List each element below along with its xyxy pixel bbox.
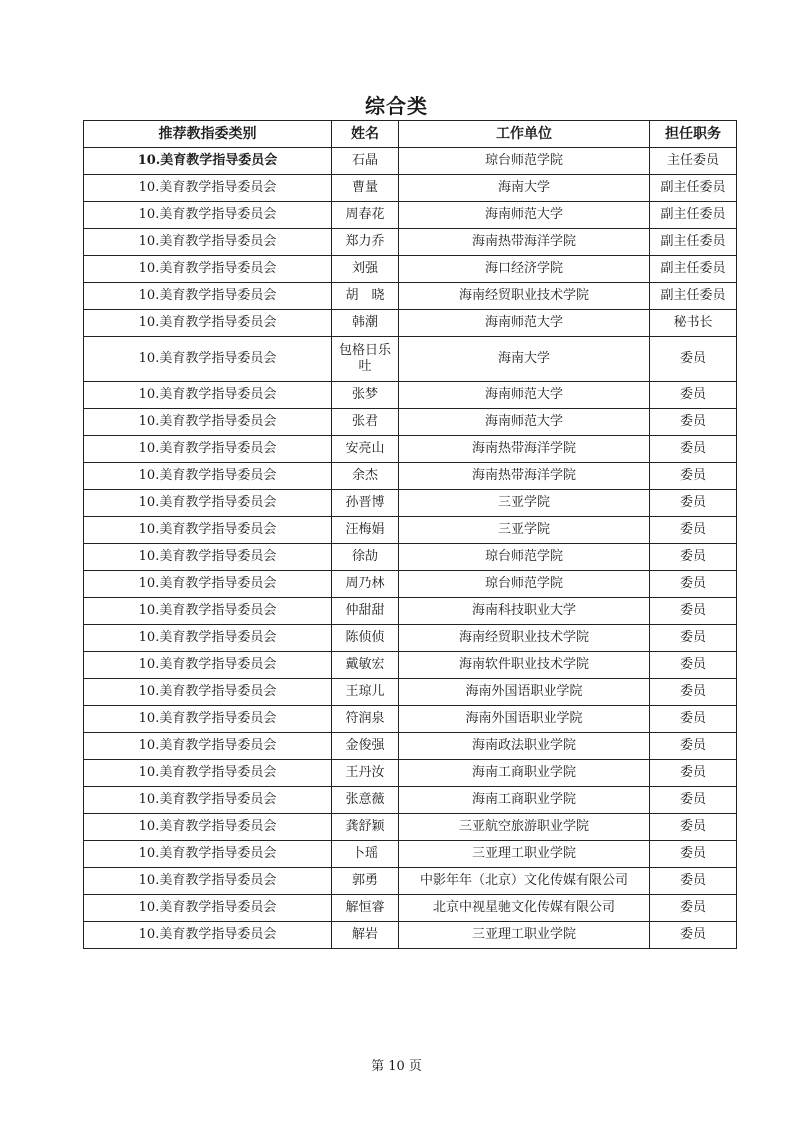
cell-unit: 三亚理工职业学院 bbox=[399, 841, 650, 868]
cell-name: 安亮山 bbox=[332, 436, 399, 463]
cell-unit: 琼台师范学院 bbox=[399, 148, 650, 175]
cell-category: 10.美育教学指导委员会 bbox=[84, 310, 332, 337]
cell-name: 张意薇 bbox=[332, 787, 399, 814]
committee-roster-table bbox=[83, 120, 737, 949]
cell-name: 郭勇 bbox=[332, 868, 399, 895]
cell-unit: 海南外国语职业学院 bbox=[399, 679, 650, 706]
cell-name: 曹量 bbox=[332, 175, 399, 202]
cell-unit: 北京中视星驰文化传媒有限公司 bbox=[399, 895, 650, 922]
cell-category: 10.美育教学指导委员会 bbox=[84, 787, 332, 814]
cell-category: 10.美育教学指导委员会 bbox=[84, 922, 332, 949]
cell-name: 王丹汝 bbox=[332, 760, 399, 787]
cell-name: 解岩 bbox=[332, 922, 399, 949]
table-row bbox=[84, 868, 737, 895]
cell-unit: 三亚学院 bbox=[399, 517, 650, 544]
cell-category: 10.美育教学指导委员会 bbox=[84, 733, 332, 760]
cell-name: 龚舒颖 bbox=[332, 814, 399, 841]
cell-role: 委员 bbox=[650, 490, 737, 517]
table-row bbox=[84, 571, 737, 598]
table-row bbox=[84, 409, 737, 436]
cell-role: 委员 bbox=[650, 517, 737, 544]
cell-unit: 海南师范大学 bbox=[399, 382, 650, 409]
cell-category: 10.美育教学指导委员会 bbox=[84, 868, 332, 895]
cell-unit: 琼台师范学院 bbox=[399, 571, 650, 598]
table-row bbox=[84, 895, 737, 922]
cell-name: 金俊强 bbox=[332, 733, 399, 760]
table-row bbox=[84, 436, 737, 463]
cell-unit: 海南经贸职业技术学院 bbox=[399, 283, 650, 310]
cell-category: 10.美育教学指导委员会 bbox=[84, 841, 332, 868]
cell-unit: 海南软件职业技术学院 bbox=[399, 652, 650, 679]
cell-unit: 三亚学院 bbox=[399, 490, 650, 517]
cell-name: 王琼儿 bbox=[332, 679, 399, 706]
table-row bbox=[84, 841, 737, 868]
cell-name: 卜瑶 bbox=[332, 841, 399, 868]
cell-unit: 海南热带海洋学院 bbox=[399, 463, 650, 490]
cell-role: 委员 bbox=[650, 652, 737, 679]
cell-category: 10.美育教学指导委员会 bbox=[84, 382, 332, 409]
cell-role: 委员 bbox=[650, 463, 737, 490]
table-row bbox=[84, 463, 737, 490]
cell-name: 郑力乔 bbox=[332, 229, 399, 256]
cell-category: 10.美育教学指导委员会 bbox=[84, 175, 332, 202]
cell-name: 戴敏宏 bbox=[332, 652, 399, 679]
table-row bbox=[84, 148, 737, 175]
cell-category: 10.美育教学指导委员会 bbox=[84, 598, 332, 625]
cell-unit: 海口经济学院 bbox=[399, 256, 650, 283]
cell-name: 汪梅娟 bbox=[332, 517, 399, 544]
cell-role: 委员 bbox=[650, 787, 737, 814]
cell-role: 委员 bbox=[650, 760, 737, 787]
table-row bbox=[84, 598, 737, 625]
cell-name: 周乃林 bbox=[332, 571, 399, 598]
cell-role: 委员 bbox=[650, 922, 737, 949]
cell-category: 10.美育教学指导委员会 bbox=[84, 652, 332, 679]
table-body bbox=[84, 148, 737, 949]
cell-name: 刘强 bbox=[332, 256, 399, 283]
cell-category: 10.美育教学指导委员会 bbox=[84, 814, 332, 841]
table-row bbox=[84, 787, 737, 814]
cell-name: 陈侦侦 bbox=[332, 625, 399, 652]
cell-name: 韩潮 bbox=[332, 310, 399, 337]
table-row bbox=[84, 490, 737, 517]
cell-category: 10.美育教学指导委员会 bbox=[84, 436, 332, 463]
cell-unit: 海南政法职业学院 bbox=[399, 733, 650, 760]
cell-name: 仲甜甜 bbox=[332, 598, 399, 625]
cell-category: 10.美育教学指导委员会 bbox=[84, 517, 332, 544]
cell-role: 副主任委员 bbox=[650, 175, 737, 202]
cell-unit: 琼台师范学院 bbox=[399, 544, 650, 571]
table-row bbox=[84, 517, 737, 544]
cell-category: 10.美育教学指导委员会 bbox=[84, 148, 332, 175]
header-category: 推荐教指委类别 bbox=[84, 121, 332, 148]
cell-role: 主任委员 bbox=[650, 148, 737, 175]
cell-name: 包格日乐吐 bbox=[332, 337, 399, 382]
cell-unit: 海南科技职业大学 bbox=[399, 598, 650, 625]
header-unit: 工作单位 bbox=[399, 121, 650, 148]
cell-unit: 海南经贸职业技术学院 bbox=[399, 625, 650, 652]
cell-role: 副主任委员 bbox=[650, 202, 737, 229]
cell-category: 10.美育教学指导委员会 bbox=[84, 895, 332, 922]
cell-role: 委员 bbox=[650, 409, 737, 436]
cell-name: 徐劼 bbox=[332, 544, 399, 571]
cell-unit: 海南大学 bbox=[399, 175, 650, 202]
table-row bbox=[84, 256, 737, 283]
cell-name: 石晶 bbox=[332, 148, 399, 175]
table-row bbox=[84, 229, 737, 256]
cell-category: 10.美育教学指导委员会 bbox=[84, 625, 332, 652]
cell-role: 委员 bbox=[650, 436, 737, 463]
table-row bbox=[84, 544, 737, 571]
cell-unit: 海南师范大学 bbox=[399, 310, 650, 337]
table-row bbox=[84, 760, 737, 787]
table-row bbox=[84, 706, 737, 733]
cell-role: 委员 bbox=[650, 895, 737, 922]
cell-category: 10.美育教学指导委员会 bbox=[84, 409, 332, 436]
cell-unit: 三亚理工职业学院 bbox=[399, 922, 650, 949]
cell-role: 委员 bbox=[650, 868, 737, 895]
cell-role: 委员 bbox=[650, 841, 737, 868]
cell-role: 委员 bbox=[650, 733, 737, 760]
table-row bbox=[84, 814, 737, 841]
cell-role: 委员 bbox=[650, 625, 737, 652]
cell-unit: 海南工商职业学院 bbox=[399, 760, 650, 787]
cell-role: 委员 bbox=[650, 337, 737, 382]
cell-role: 委员 bbox=[650, 544, 737, 571]
cell-category: 10.美育教学指导委员会 bbox=[84, 202, 332, 229]
cell-category: 10.美育教学指导委员会 bbox=[84, 544, 332, 571]
cell-role: 副主任委员 bbox=[650, 283, 737, 310]
table-row bbox=[84, 625, 737, 652]
cell-category: 10.美育教学指导委员会 bbox=[84, 337, 332, 382]
cell-unit: 中影年年（北京）文化传媒有限公司 bbox=[399, 868, 650, 895]
cell-unit: 三亚航空旅游职业学院 bbox=[399, 814, 650, 841]
cell-category: 10.美育教学指导委员会 bbox=[84, 229, 332, 256]
cell-name: 余杰 bbox=[332, 463, 399, 490]
table-row bbox=[84, 202, 737, 229]
cell-unit: 海南热带海洋学院 bbox=[399, 229, 650, 256]
table-row bbox=[84, 679, 737, 706]
cell-category: 10.美育教学指导委员会 bbox=[84, 256, 332, 283]
table-header-row bbox=[84, 121, 737, 148]
cell-unit: 海南师范大学 bbox=[399, 202, 650, 229]
cell-role: 委员 bbox=[650, 706, 737, 733]
cell-name: 符润泉 bbox=[332, 706, 399, 733]
table-row bbox=[84, 337, 737, 382]
cell-unit: 海南热带海洋学院 bbox=[399, 436, 650, 463]
cell-role: 委员 bbox=[650, 382, 737, 409]
table-row bbox=[84, 733, 737, 760]
cell-category: 10.美育教学指导委员会 bbox=[84, 490, 332, 517]
cell-name: 张梦 bbox=[332, 382, 399, 409]
cell-unit: 海南师范大学 bbox=[399, 409, 650, 436]
table-row bbox=[84, 922, 737, 949]
cell-role: 委员 bbox=[650, 598, 737, 625]
cell-unit: 海南大学 bbox=[399, 337, 650, 382]
cell-category: 10.美育教学指导委员会 bbox=[84, 706, 332, 733]
cell-name: 胡 晓 bbox=[332, 283, 399, 310]
cell-category: 10.美育教学指导委员会 bbox=[84, 283, 332, 310]
cell-category: 10.美育教学指导委员会 bbox=[84, 571, 332, 598]
page-number: 第 10 页 bbox=[371, 1059, 422, 1074]
cell-name: 张君 bbox=[332, 409, 399, 436]
cell-unit: 海南工商职业学院 bbox=[399, 787, 650, 814]
cell-role: 委员 bbox=[650, 814, 737, 841]
cell-category: 10.美育教学指导委员会 bbox=[84, 760, 332, 787]
cell-role: 委员 bbox=[650, 571, 737, 598]
table-row bbox=[84, 283, 737, 310]
cell-category: 10.美育教学指导委员会 bbox=[84, 463, 332, 490]
table-row bbox=[84, 382, 737, 409]
header-name: 姓名 bbox=[332, 121, 399, 148]
cell-role: 副主任委员 bbox=[650, 256, 737, 283]
cell-unit: 海南外国语职业学院 bbox=[399, 706, 650, 733]
cell-category: 10.美育教学指导委员会 bbox=[84, 679, 332, 706]
table-row bbox=[84, 175, 737, 202]
header-role: 担任职务 bbox=[650, 121, 737, 148]
cell-name: 周春花 bbox=[332, 202, 399, 229]
cell-role: 委员 bbox=[650, 679, 737, 706]
cell-role: 副主任委员 bbox=[650, 229, 737, 256]
page-title: 综合类 bbox=[365, 94, 428, 118]
table-row bbox=[84, 652, 737, 679]
cell-name: 孙晋博 bbox=[332, 490, 399, 517]
cell-role: 秘书长 bbox=[650, 310, 737, 337]
cell-name: 解恒睿 bbox=[332, 895, 399, 922]
table-row bbox=[84, 310, 737, 337]
